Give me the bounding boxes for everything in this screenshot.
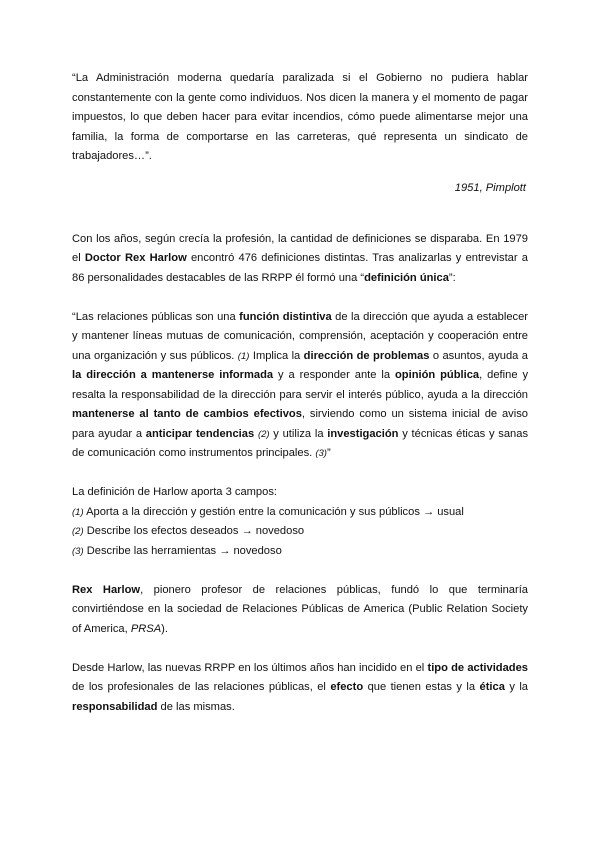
document-page xyxy=(72,69,528,717)
def-text: ” xyxy=(326,447,331,459)
def-note-number: (2) xyxy=(257,428,270,440)
def-bold: anticipar tendencias xyxy=(145,427,255,440)
harlow-text: ). xyxy=(161,622,168,635)
field-number: (2) xyxy=(72,526,84,537)
def-text: y a responder ante la xyxy=(273,369,395,381)
intro-bold-harlow: Doctor Rex Harlow xyxy=(84,252,187,264)
def-text: Implica la xyxy=(249,349,304,362)
since-bold: responsabilidad xyxy=(72,700,158,713)
quote-attribution: 1951, Pimplott xyxy=(454,181,526,194)
fields-intro: La definición de Harlow aporta 3 campos: xyxy=(72,486,277,498)
def-text: y utiliza la xyxy=(269,427,328,440)
def-bold: la dirección a mantenerse informada xyxy=(72,369,274,381)
field-item xyxy=(72,503,528,523)
def-bold: investigación xyxy=(327,427,399,440)
intro-bold-definicion: definición única xyxy=(364,271,449,284)
since-text: Desde Harlow, las nuevas RRPP en los últimos años han incidido en el xyxy=(72,661,428,674)
def-bold: dirección de problemas xyxy=(303,349,430,362)
intro-text-1: Con los años, según crecía la profesión, la cantidad de definiciones se disparaba. En 1979 el xyxy=(72,232,528,264)
intro-paragraph xyxy=(72,230,528,289)
def-text: , define y resalta la responsabilidad de la dirección para servir el interés público, ayuda a la dirección xyxy=(72,369,529,401)
def-bold: mantenerse al tanto de cambios efectivos xyxy=(72,408,302,420)
since-text: y la xyxy=(504,681,528,693)
harlow-paragraph xyxy=(72,581,528,640)
intro-text-2: encontró 476 definiciones distintas. Tras analizarlas y entrevistar a 86 personalidades destacables de las RRPP él formó una “ xyxy=(72,252,528,284)
field-number: (3) xyxy=(72,545,84,557)
intro-text-3: ”: xyxy=(448,271,456,284)
def-text: y técnicas éticas y sanas de comunicación como instrumentos principales. xyxy=(72,427,529,459)
definition-paragraph xyxy=(72,308,528,464)
since-text: de los profesionales de las relaciones públicas, el xyxy=(72,681,331,693)
def-text: de la dirección que ayuda a establecer y mantener líneas mutuas de comunicación, comprensión, aceptación y cooperación entre una organización y sus públicos. xyxy=(72,310,528,362)
harlow-text: , pionero profesor de relaciones públicas, fundó lo que terminaría convirtiéndose en la sociedad de Relaciones Públicas de America (Public Relation Society of America, xyxy=(72,583,528,635)
since-text: que tienen estas y la xyxy=(363,681,480,693)
field-number: (1) xyxy=(72,506,84,518)
field-text: Aporta a la dirección y gestión entre la comunicación y sus públicos → usual xyxy=(83,505,464,518)
field-item xyxy=(72,542,528,562)
quote-paragraph xyxy=(72,69,528,167)
since-text: de las mismas. xyxy=(157,700,235,713)
since-bold: ética xyxy=(479,681,505,693)
harlow-bold-name: Rex Harlow xyxy=(72,583,141,596)
field-item xyxy=(72,522,528,542)
since-bold: efecto xyxy=(330,681,364,693)
harlow-italic-prsa: PRSA xyxy=(130,622,162,635)
def-text: , sirviendo como un sistema inicial de aviso para ayudar a xyxy=(72,408,528,440)
field-text: Describe las herramientas → novedoso xyxy=(83,544,282,557)
def-bold: función distintiva xyxy=(239,310,332,323)
def-text: “Las relaciones públicas son una xyxy=(72,310,240,323)
quote-text: “La Administración moderna quedaría paralizada si el Gobierno no pudiera hablar constantemente con la gente como individuos. Nos dicen la manera y el momento de pagar impuestos, lo que deben hacer para evitar incendios, cómo puede alimentarse mejor una familia, la forma de comportarse en las carreteras, qué representa un sindicato de trabajadores…”. xyxy=(72,72,528,162)
since-bold: tipo de actividades xyxy=(427,661,529,674)
def-text: o asuntos, ayuda a xyxy=(429,349,528,362)
since-harlow-paragraph xyxy=(72,659,528,718)
field-text: Describe los efectos deseados → novedoso xyxy=(83,525,305,537)
def-note-number: (3) xyxy=(315,448,327,459)
def-note-number: (1) xyxy=(237,350,250,362)
def-bold: opinión pública xyxy=(394,369,480,381)
